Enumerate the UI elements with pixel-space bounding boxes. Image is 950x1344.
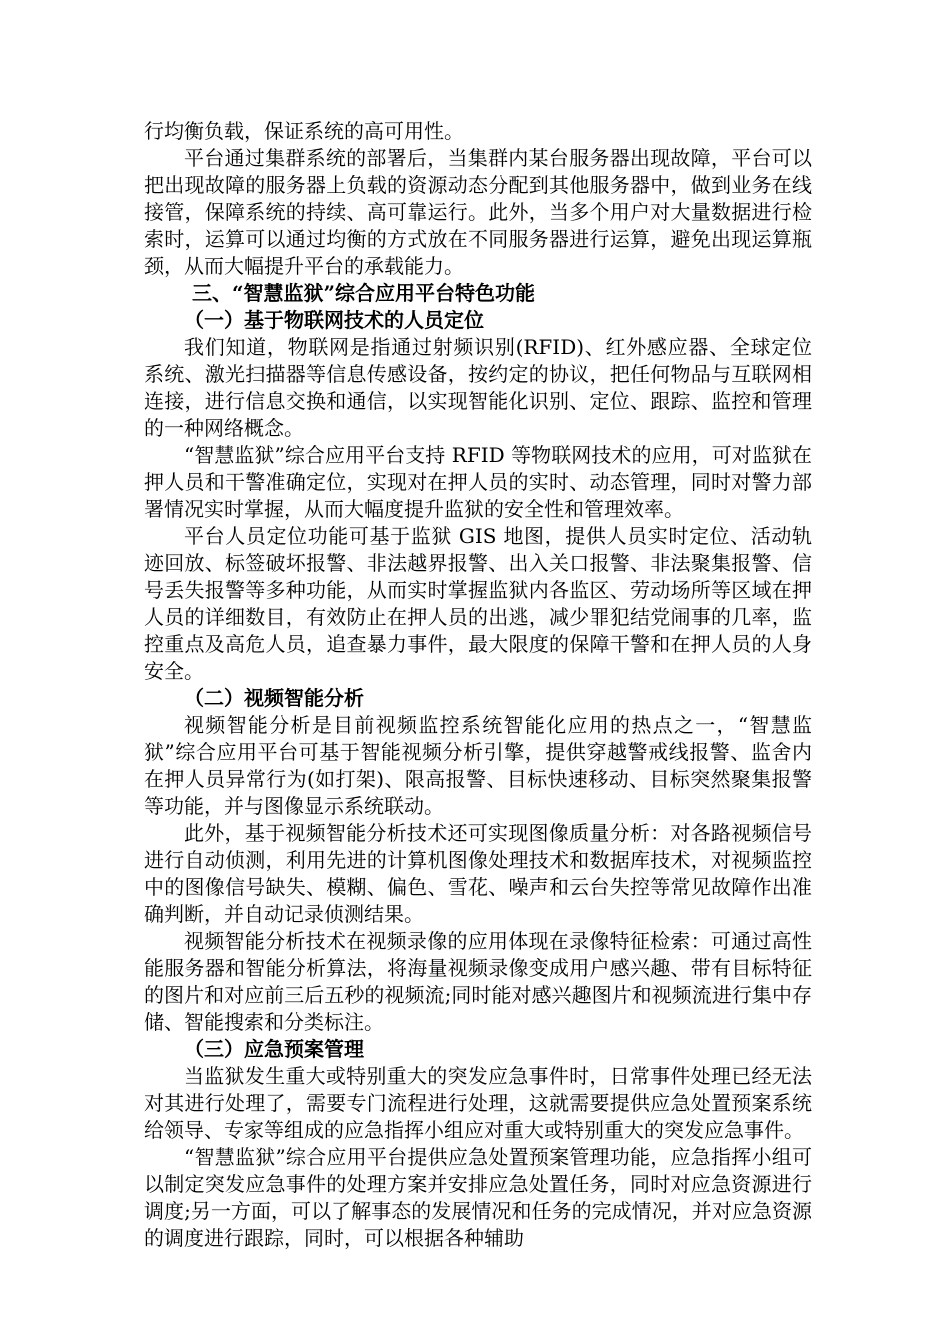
subsection-heading-video-analysis: （二）视频智能分析	[184, 686, 364, 710]
paragraph-feature-retrieval: 视频智能分析技术在视频录像的应用体现在录像特征检索：可通过高性能服务器和智能分析算法，将海量视频录像变成用户感兴趣、带有目标特征的图片和对应前三后五秒的视频流;同时能对感兴趣图片和视频流进行集中存储、智能搜索和分类标注。	[144, 929, 812, 1034]
paragraph-iot-definition: 我们知道，物联网是指通过射频识别(RFID)、红外感应器、全球定位系统、激光扫描器等信息传感设备，按约定的协议，把任何物品与互联网相连接，进行信息交换和通信，以实现智能化识别、定位、跟踪、监控和管理的一种网络概念。	[144, 335, 812, 440]
paragraph-video-analysis-intro: 视频智能分析是目前视频监控系统智能化应用的热点之一，“智慧监狱”综合应用平台可基于智能视频分析引擎，提供穿越警戒线报警、监舍内在押人员异常行为(如打架)、限高报警、目标快速移动、目标突然聚集报警等功能，并与图像显示系统联动。	[144, 713, 812, 818]
section-heading-features: 三、“智慧监狱”综合应用平台特色功能	[192, 281, 536, 305]
paragraph-rfid-support: “智慧监狱”综合应用平台支持 RFID 等物联网技术的应用，可对监狱在押人员和干警准确定位，实现对在押人员的实时、动态管理，同时对警力部署情况实时掌握，从而大幅度提升监狱的安全性和管理效率。	[144, 443, 812, 521]
paragraph-image-quality: 此外，基于视频智能分析技术还可实现图像质量分析：对各路视频信号进行自动侦测，利用先进的计算机图像处理技术和数据库技术，对视频监控中的图像信号缺失、模糊、偏色、雪花、噪声和云台失控等常见故障作出准确判断，并自动记录侦测结果。	[144, 821, 812, 926]
subsection-heading-emergency-plan: （三）应急预案管理	[184, 1037, 364, 1061]
subsection-heading-iot-positioning: （一）基于物联网技术的人员定位	[184, 308, 484, 332]
paragraph-load-balance-end: 行均衡负载，保证系统的高可用性。	[144, 119, 464, 143]
paragraph-emergency-events: 当监狱发生重大或特别重大的突发应急事件时，日常事件处理已经无法对其进行处理了，需要专门流程进行处理，这就需要提供应急处置预案系统给领导、专家等组成的应急指挥小组应对重大或特别重大的突发应急事件。	[144, 1064, 812, 1142]
paragraph-gis-positioning: 平台人员定位功能可基于监狱 GIS 地图，提供人员实时定位、活动轨迹回放、标签破坏报警、非法越界报警、出入关口报警、非法聚集报警、信号丢失报警等多种功能，从而实时掌握监狱内各监区、劳动场所等区域在押人员的详细数目，有效防止在押人员的出逃，减少罪犯结党闹事的几率，监控重点及高危人员，追查暴力事件，最大限度的保障干警和在押人员的人身安全。	[144, 524, 812, 683]
paragraph-cluster-deployment: 平台通过集群系统的部署后，当集群内某台服务器出现故障，平台可以把出现故障的服务器上负载的资源动态分配到其他服务器中，做到业务在线接管，保障系统的持续、高可靠运行。此外，当多个用户对大量数据进行检索时，运算可以通过均衡的方式放在不同服务器进行运算，避免出现运算瓶颈，从而大幅提升平台的承载能力。	[144, 146, 812, 278]
document-page	[144, 118, 812, 1252]
paragraph-emergency-management: “智慧监狱”综合应用平台提供应急处置预案管理功能，应急指挥小组可以制定突发应急事件的处理方案并安排应急处置任务，同时对应急资源进行调度;另一方面，可以了解事态的发展情况和任务的完成情况，并对应急资源的调度进行跟踪，同时，可以根据各种辅助	[144, 1145, 812, 1250]
